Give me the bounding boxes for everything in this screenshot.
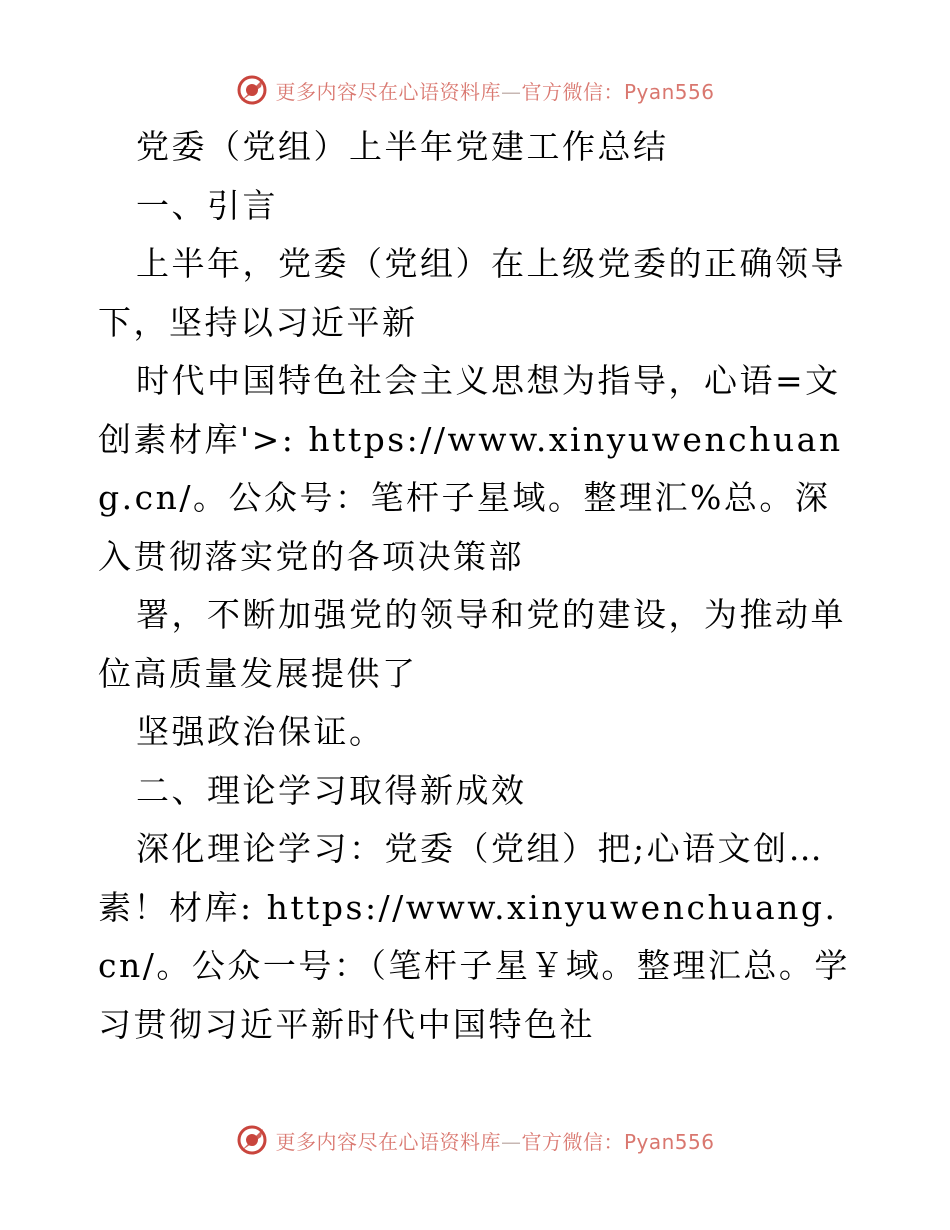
header-banner-main: 更多内容尽在心语资料库 (275, 79, 501, 104)
footer-banner (0, 1120, 950, 1160)
header-banner (0, 70, 950, 110)
header-banner-content (235, 73, 714, 107)
footer-banner-main: 更多内容尽在心语资料库 (275, 1129, 501, 1154)
section-heading-introduction: 一、引言 (136, 185, 278, 225)
document-title: 党委（党组）上半年党建工作总结 (136, 127, 669, 166)
header-banner-text (275, 76, 714, 105)
footer-banner-wechat: 官方微信：Pyan556 (521, 1129, 715, 1154)
paragraph: 深化理论学习：党委（党组）把;心语文创…素！材库: https://www.xinyuwenchuang.cn/。公众一号：（笔杆子星￥域。整理汇总。学习贯彻习近平新时代中国特色社 (98, 829, 850, 1044)
document-body (98, 118, 858, 1054)
paragraph: 坚强政治保证。 (136, 712, 385, 751)
footer-banner-text (275, 1126, 714, 1155)
header-banner-wechat: 官方微信：Pyan556 (521, 79, 715, 104)
header-banner-separator: — (500, 79, 522, 104)
footer-banner-separator: — (500, 1129, 522, 1154)
paragraph: 上半年，党委（党组）在上级党委的正确领导下，坚持以习近平新 (98, 244, 846, 342)
paragraph: 署，不断加强党的领导和党的建设，为推动单位高质量发展提供了 (98, 595, 846, 693)
brand-logo-icon (235, 73, 269, 107)
footer-banner-content (235, 1123, 714, 1157)
section-heading-theory-study: 二、理论学习取得新成效 (136, 770, 527, 810)
paragraph: 时代中国特色社会主义思想为指导，心语=文创素材库'>: https://www.xinyuwenchuang.cn/。公众号：笔杆子星域。整理汇%总。深入贯彻落实党的各项决策部 (98, 361, 843, 576)
brand-logo-icon (235, 1123, 269, 1157)
